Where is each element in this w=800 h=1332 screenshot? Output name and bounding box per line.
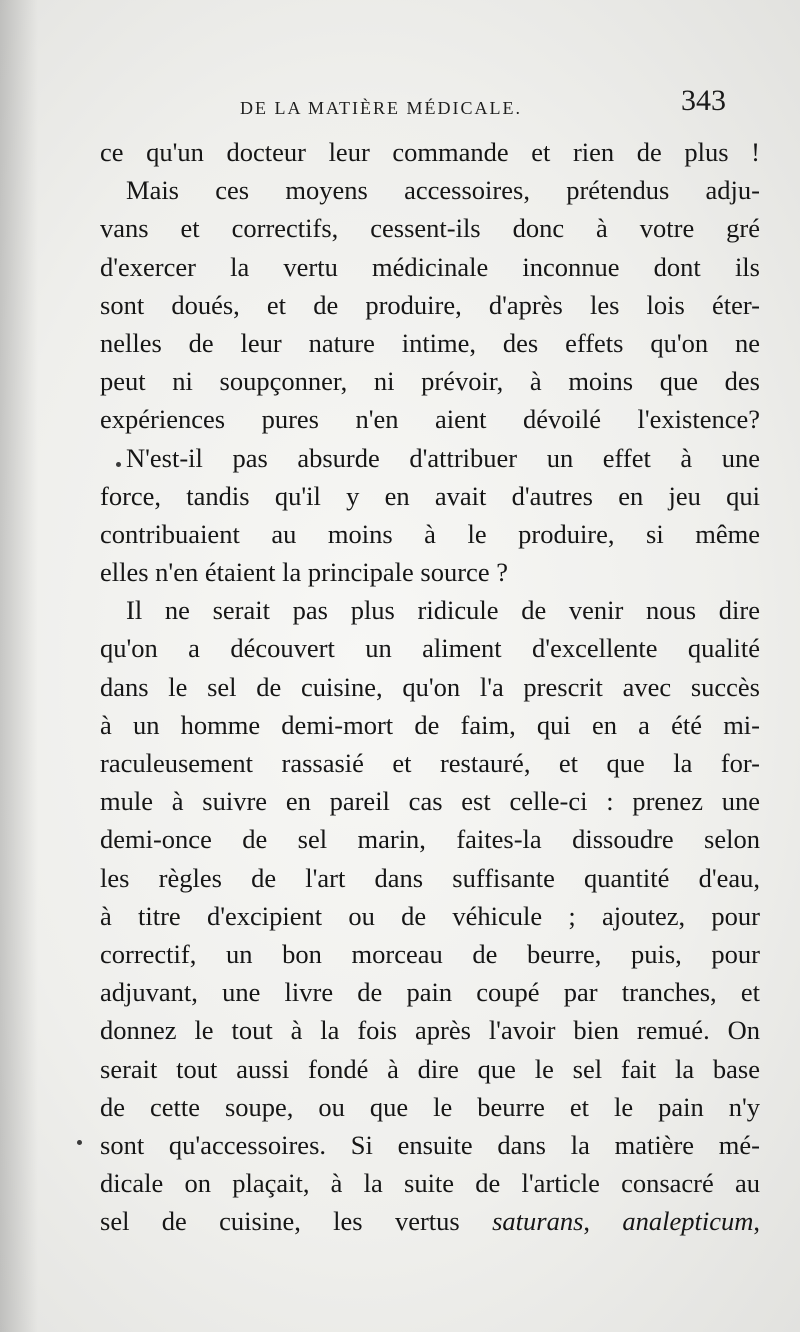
text-line: donnez le tout à la fois après l'avoir bien remué. On: [100, 1015, 760, 1046]
text-line: correctif, un bon morceau de beurre, puis, pour: [100, 938, 760, 969]
text-segment: ,: [753, 1206, 761, 1237]
text-line: sont doués, et de produire, d'après les lois éter-: [100, 289, 760, 320]
body-text: [100, 133, 760, 1240]
text-line: d'exercer la vertu médicinale inconnue dont ils: [100, 251, 760, 282]
text-line: dans le sel de cuisine, qu'on l'a prescrit avec succès: [100, 671, 760, 702]
text-line: expériences pures n'en aient dévoilé l'existence?: [100, 404, 760, 435]
running-head: DE LA MATIÈRE MÉDICALE.: [240, 98, 522, 118]
text-line: à titre d'excipient ou de véhicule ; ajoutez, pour: [100, 900, 760, 931]
text-line: ce qu'un docteur leur commande et rien de plus !: [100, 137, 760, 167]
text-line-last: [100, 1202, 760, 1240]
text-line: peut ni soupçonner, ni prévoir, à moins que des: [100, 366, 760, 397]
text-line: dicale on plaçait, à la suite de l'article consacré au: [100, 1168, 760, 1199]
text-line: raculeusement rassasié et restauré, et que la for-: [100, 748, 760, 778]
text-line: serait tout aussi fondé à dire que le sel fait la base: [100, 1053, 760, 1084]
text-line: adjuvant, une livre de pain coupé par tranches, et: [100, 977, 760, 1008]
gutter-shadow: [0, 0, 38, 1332]
text-segment: ,: [583, 1206, 623, 1237]
text-line: sont qu'accessoires. Si ensuite dans la matière mé-: [100, 1129, 760, 1160]
text-line: nelles de leur nature intime, des effets qu'on ne: [100, 327, 760, 358]
text-line: qu'on a découvert un aliment d'excellente qualité: [100, 633, 760, 664]
page-number: 343: [681, 84, 726, 117]
text-line: de cette soupe, ou que le beurre et le pain n'y: [100, 1091, 760, 1122]
ink-speck: [77, 1140, 82, 1145]
text-line: elles n'en étaient la principale source ?: [100, 557, 508, 588]
text-line: les règles de l'art dans suffisante quantité d'eau,: [100, 862, 760, 893]
text-line: mule à suivre en pareil cas est celle-ci : prenez une: [100, 786, 760, 817]
text-line: force, tandis qu'il y en avait d'autres en jeu qui: [100, 480, 760, 511]
italic-term: analepticum: [622, 1206, 754, 1237]
italic-term: saturans: [492, 1206, 584, 1237]
text-line: Il ne serait pas plus ridicule de venir nous dire: [126, 595, 760, 626]
text-line: Mais ces moyens accessoires, prétendus adju-: [126, 175, 760, 206]
text-line: demi-once de sel marin, faites-la dissoudre selon: [100, 824, 760, 855]
text-line: à un homme demi-mort de faim, qui en a été mi-: [100, 709, 760, 740]
text-line: contribuaient au moins à le produire, si même: [100, 518, 760, 549]
text-segment: sel de cuisine, les vertus: [100, 1206, 493, 1237]
text-line: vans et correctifs, cessent-ils donc à votre gré: [100, 213, 760, 244]
ink-speck: [116, 462, 121, 467]
text-line: N'est-il pas absurde d'attribuer un effet à une: [126, 442, 760, 473]
